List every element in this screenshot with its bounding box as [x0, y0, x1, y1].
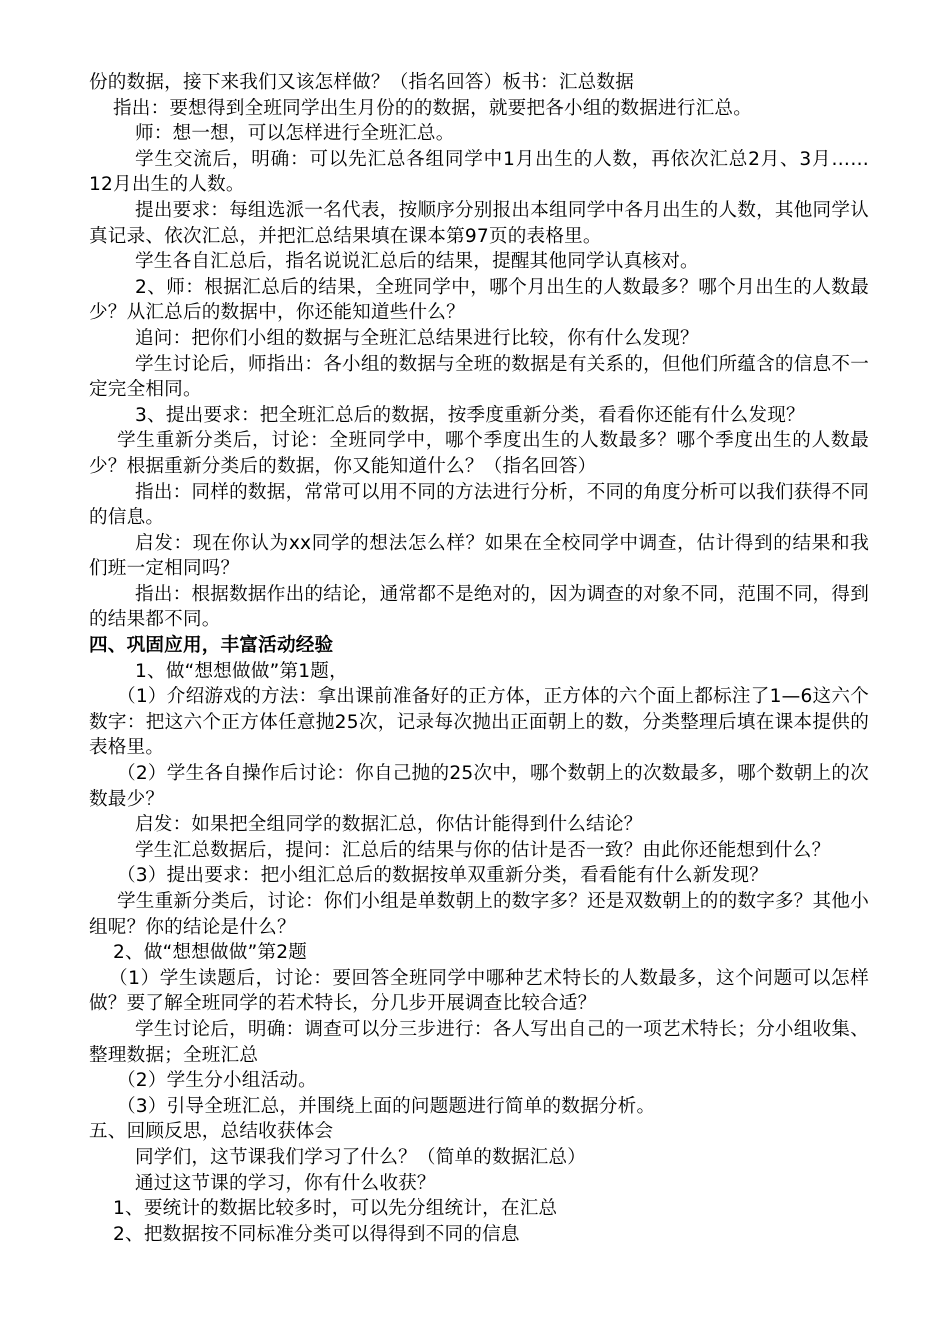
paragraph: 1、要统计的数据比较多时，可以先分组统计，在汇总: [113, 1198, 558, 1220]
paragraph: 同学们，这节课我们学习了什么？（简单的数据汇总）: [135, 1146, 587, 1168]
paragraph: 2、把数据按不同标准分类可以得得到不同的信息: [113, 1223, 520, 1245]
paragraph: 学生重新分类后，讨论：全班同学中，哪个季度出生的人数最多？哪个季度出生的人数最少？根据重新分类后的数据，你又能知道什么？（指名回答）: [89, 430, 869, 477]
paragraph: 2、做“想想做做”第2题: [113, 942, 308, 964]
paragraph: 指出：要想得到全班同学出生月份的的数据，就要把各小组的数据进行汇总。: [113, 97, 752, 119]
paragraph: 师：想一想，可以怎样进行全班汇总。: [135, 123, 455, 145]
section-heading: 五、回顾反思，总结收获体会: [89, 1121, 334, 1143]
paragraph: （2）学生分小组活动。: [117, 1070, 317, 1092]
paragraph: （2）学生各自操作后讨论：你自己抛的25次中，哪个数朝上的次数最多，哪个数朝上的次数最少？: [89, 763, 869, 810]
paragraph: 启发：现在你认为xx同学的想法怎么样？如果在全校同学中调查，估计得到的结果和我们班一定相同吗？: [89, 532, 869, 580]
paragraph: 启发：如果把全组同学的数据汇总，你估计能得到什么结论？: [135, 814, 643, 836]
paragraph: 学生讨论后，明确：调查可以分三步进行：各人写出自己的一项艺术特长；分小组收集、整理数据；全班汇总: [89, 1018, 869, 1066]
paragraph: （3）提出要求：把小组汇总后的数据按单双重新分类，看看能有什么新发现？: [117, 865, 769, 887]
paragraph: 学生交流后，明确：可以先汇总各组同学中1月出生的人数，再依次汇总2月、3月……12月出生的人数。: [89, 148, 869, 196]
paragraph: 追问：把你们小组的数据与全班汇总结果进行比较，你有什么发现？: [135, 327, 699, 349]
paragraph: 学生重新分类后，讨论：你们小组是单数朝上的数字多？还是双数朝上的的数字多？其他小组呢？你的结论是什么？: [89, 891, 869, 938]
paragraph: 2、师：根据汇总后的结果，全班同学中，哪个月出生的人数最多？哪个月出生的人数最少？从汇总后的数据中，你还能知道些什么？: [89, 276, 869, 324]
paragraph: 3、提出要求：把全班汇总后的数据，按季度重新分类，看看你还能有什么发现？: [135, 404, 805, 426]
paragraph: （1）介绍游戏的方法：拿出课前准备好的正方体，正方体的六个面上都标注了1—6这六个数字：把这六个正方体任意抛25次，记录每次抛出正面朝上的数，分类整理后填在课本提供的表格里。: [89, 686, 869, 759]
paragraph: 指出：根据数据作出的结论，通常都不是绝对的，因为调查的对象不同，范围不同，得到的结果都不同。: [89, 583, 869, 631]
document-body: [89, 70, 869, 1247]
paragraph: 提出要求：每组选派一名代表，按顺序分别报出本组同学中各月出生的人数，其他同学认真记录、依次汇总，并把汇总结果填在课本第97页的表格里。: [89, 199, 869, 247]
paragraph: 1、做“想想做做”第1题，: [135, 660, 348, 682]
paragraph: （3）引导全班汇总，并围绕上面的问题题进行简单的数据分析。: [117, 1095, 656, 1117]
paragraph: 份的数据，接下来我们又该怎样做？（指名回答）板书：汇总数据: [89, 72, 635, 93]
paragraph: 学生汇总数据后，提问：汇总后的结果与你的估计是否一致？由此你还能想到什么？: [135, 839, 831, 861]
paragraph: 学生各自汇总后，指名说说汇总后的结果，提醒其他同学认真核对。: [135, 251, 699, 273]
paragraph: （1）学生读题后，讨论：要回答全班同学中哪种艺术特长的人数最多，这个问题可以怎样做？要了解全班同学的若术特长，分几步开展调查比较合适？: [89, 967, 869, 1015]
paragraph: 学生讨论后，师指出：各小组的数据与全班的数据是有关系的，但他们所蕴含的信息不一定完全相同。: [89, 353, 869, 401]
section-heading: 四、巩固应用，丰富活动经验: [89, 635, 334, 657]
paragraph: 指出：同样的数据，常常可以用不同的方法进行分析，不同的角度分析可以我们获得不同的信息。: [89, 481, 869, 529]
paragraph: 通过这节课的学习，你有什么收获？: [135, 1172, 436, 1194]
